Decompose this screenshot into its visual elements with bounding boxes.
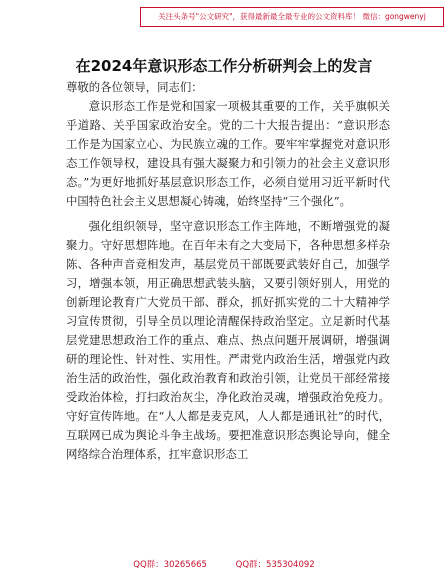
promo-banner [140, 7, 444, 27]
paragraph-1: 意识形态工作是党和国家一项极其重要的工作，关乎旗帜关乎道路、关乎国家政治安全。党的二十大报告提出：“意识形态工作是为国家立心、为民族立魂的工作。要牢牢掌握党对意识形态工作领导权，建设具有强大凝聚力和引领力的社会主义意识形态。”为更好地抓好基层意识形态工作，必须自觉用习近平新时代中国特色社会主义思想凝心铸魂，始终坚持“三个强化”。 [66, 99, 390, 208]
paragraph-2: 强化组织领导，坚守意识形态工作主阵地，不断增强党的凝聚力。守好思想阵地。在百年未有之大变局下，各种思想多样杂陈、各种声音竞相发声，基层党员干部既要武装好自己，加强学习，增强本领，用正确思想武装头脑，又要引领好别人，用党的创新理论教育广大党员干部、群众，抓好抓实党的二十大精神学习宣传贯彻，引导全员以理论清醒保持政治坚定。立足新时代基层党建思想政治工作的重点、难点、热点问题开展调研，增强调研的理论性、针对性、实用性。严肃党内政治生活，增强党内政治生活的政治性，强化政治教育和政治引领，让党员干部经常接受政治体检，打扫政治灰尘，净化政治灵魂，增强政治免疫力。守好宣传阵地。在“人人都是麦克风，人人都是通讯社”的时代，互联网已成为舆论斗争主战场。要把准意识形态舆论导向，健全网络综合治理体系，扛牢意识形态工 [66, 219, 390, 461]
qq-group-2: QQ群：535304092 [235, 560, 315, 570]
document-body [66, 78, 390, 464]
salutation: 尊敬的各位领导，同志们： [66, 80, 203, 94]
promo-banner-text: 关注头条号"公文研究"，获得最新最全最专业的公文资料库！ 微信：gongwenyj [158, 12, 426, 21]
qq-group-1: QQ群：30265665 [133, 560, 207, 570]
footer [0, 558, 448, 570]
document-title: 在2024年意识形态工作分析研判会上的发言 [75, 57, 373, 75]
